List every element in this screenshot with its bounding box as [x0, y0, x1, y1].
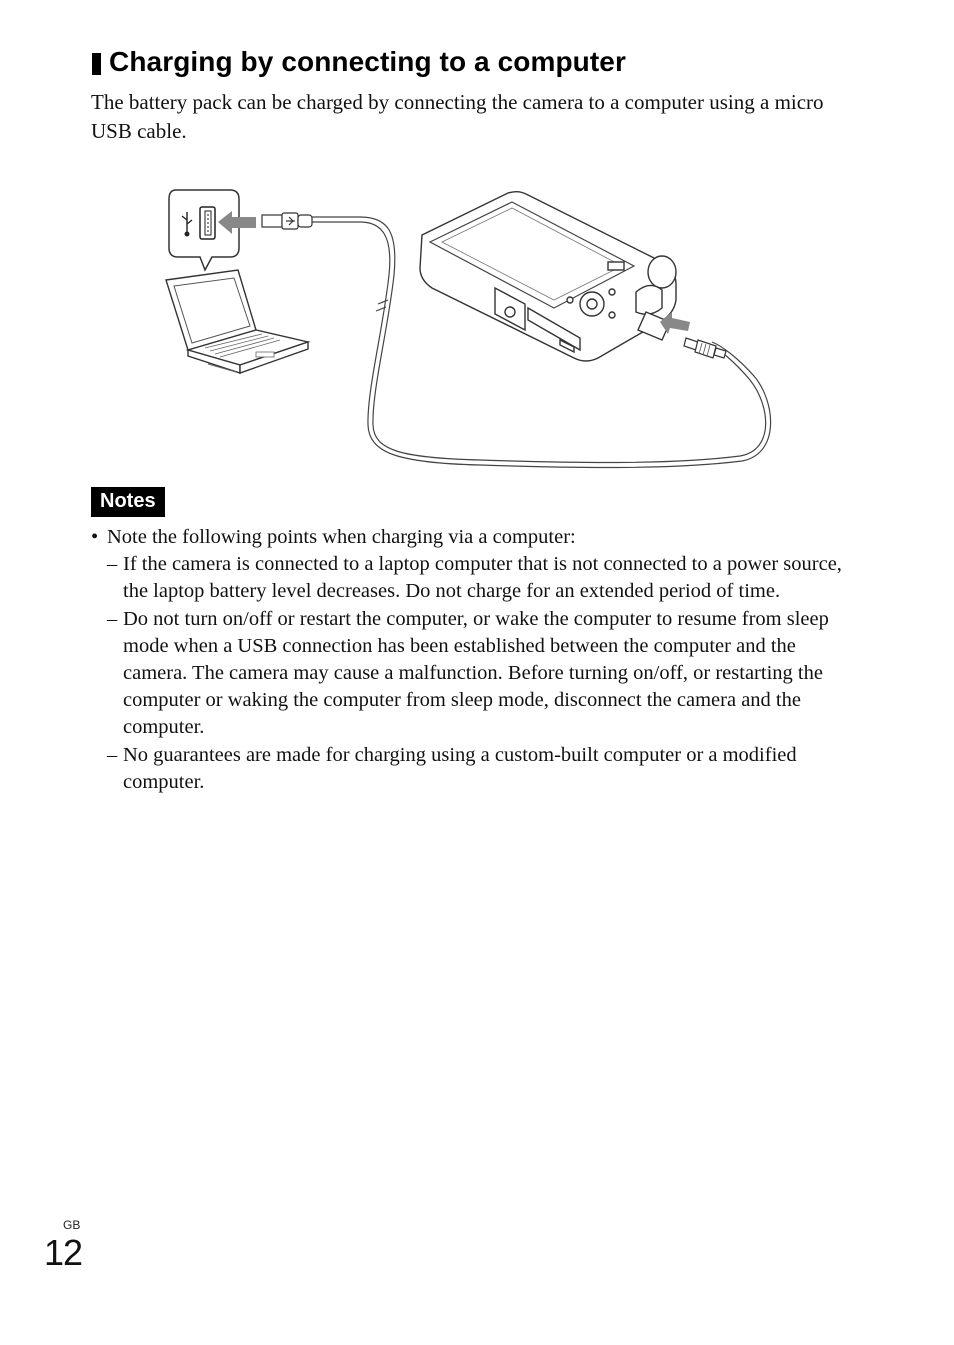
section-marker-icon	[92, 53, 101, 75]
note-item	[107, 551, 851, 605]
note-item	[107, 606, 851, 742]
notes-list	[91, 524, 851, 796]
section-heading	[92, 46, 626, 78]
micro-usb-plug-icon	[684, 338, 726, 358]
dash-icon: –	[107, 743, 118, 766]
bullet-icon: •	[91, 526, 99, 548]
note-item-text: Do not turn on/off or restart the computer, or wake the computer to resume from sleep mode when a USB connection has been established between the computer and the camera. The camera may cause a malfunction. Before turning on/off, or restarting the computer or waking the computer from sleep mode, disconnect the camera and the computer.	[123, 607, 829, 739]
section-title: Charging by connecting to a computer	[109, 46, 626, 77]
dash-icon: –	[107, 607, 118, 630]
page-number: 12	[44, 1232, 83, 1273]
dash-icon: –	[107, 553, 118, 576]
notes-label: Notes	[91, 487, 165, 517]
region-code: GB	[63, 1218, 81, 1232]
notes-bullet-text: Note the following points when charging via a computer:	[107, 526, 576, 548]
usb-charging-illustration	[150, 180, 810, 480]
note-item	[107, 742, 851, 796]
usb-a-plug-icon	[262, 213, 312, 229]
camera-icon	[420, 192, 676, 361]
laptop-icon	[166, 270, 308, 373]
usb-port-icon	[200, 207, 215, 239]
notes-bullet	[91, 524, 851, 551]
note-item-text: No guarantees are made for charging using a custom-built computer or a modified computer.	[123, 743, 797, 793]
note-item-text: If the camera is connected to a laptop computer that is not connected to a power source, the laptop battery level decreases. Do not charge for an extended period of time.	[123, 553, 842, 603]
intro-paragraph: The battery pack can be charged by connecting the camera to a computer using a micro USB cable.	[91, 90, 824, 143]
